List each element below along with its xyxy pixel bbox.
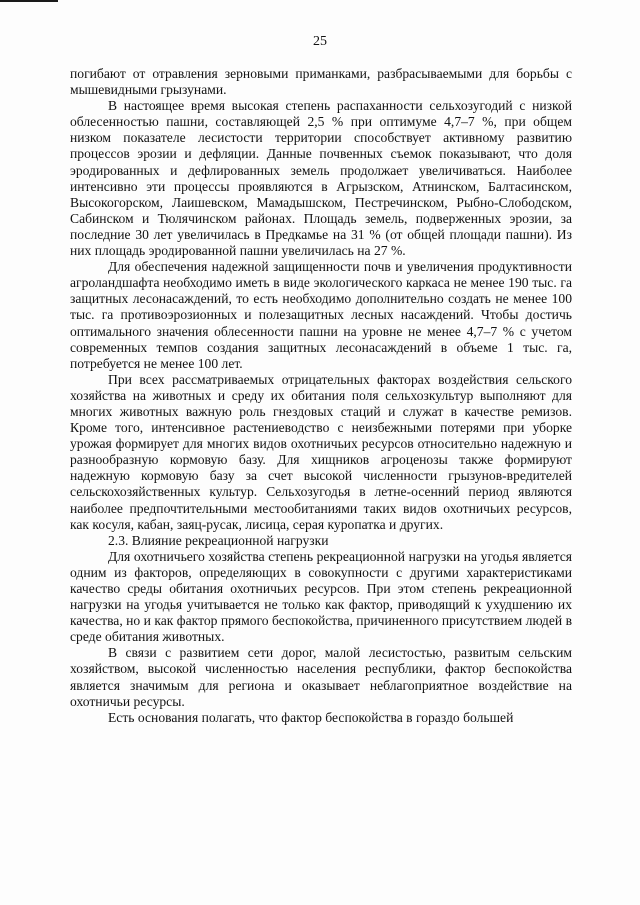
paragraph-disturbance-factor: В связи с развитием сети дорог, малой лесистостью, развитым сельским хозяйством, высокой численностью населения республики, фактор беспокойства является значимым для региона и оказывает неблагоприятное воздействие на охотничьи ресурсы. <box>70 645 572 709</box>
document-body <box>70 66 572 726</box>
paragraph-recreational-load: Для охотничьего хозяйства степень рекреационной нагрузки на угодья является одним из факторов, определяющих в совокупности с другими характеристиками качество среды обитания охотничьих ресурсов. При этом степень рекреационной нагрузки на угодья учитывается не только как фактор, приводящий к ухудшению их качества, но и как фактор прямого беспокойства, причиненного присутствием людей в среде обитания животных. <box>70 548 572 645</box>
section-heading: 2.3. Влияние рекреационной нагрузки <box>108 532 329 548</box>
paragraph-continuation: погибают от отравления зерновыми приманками, разбрасываемыми для борьбы с мышевидными грызунами. <box>70 66 572 98</box>
paragraph-forest-plantings: Для обеспечения надежной защищенности почв и увеличения продуктивности агроландшафта необходимо иметь в виде экологического каркаса не менее 190 тыс. га защитных лесонасаждений, то есть необходимо дополнительно создать не менее 100 тыс. га противоэрозионных и полезащитных лесных насаждений. Чтобы достичь оптимального значения облесенности пашни на уровне не менее 4,7–7 % с учетом современных темпов создания защитных лесонасаждений в объеме 1 тыс. га, потребуется не менее 100 лет. <box>70 259 572 371</box>
paragraph-last-line: Есть основания полагать, что фактор беспокойства в гораздо большей <box>108 709 514 725</box>
scan-edge-mark <box>0 0 58 2</box>
paragraph-agricultural-habitats: При всех рассматриваемых отрицательных факторах воздействия сельского хозяйства на животных и среду их обитания поля сельхозкультур выполняют для многих животных важную роль гнездовых стаций и служат в качестве ремизов. Кроме того, интенсивное растениеводство с неизбежными потерями при уборке урожая формирует для многих видов охотничьих ресурсов относительно надежную и разнообразную кормовую базу. Для хищников агроценозы также формируют надежную кормовую базу за счет высокой численности грызунов-вредителей сельскохозяйственных культур. Сельхозугодья в летне-осенний период являются наиболее предпочтительными местообитаниями таких видов охотничьих ресурсов, как косуля, кабан, заяц-русак, лисица, серая куропатка и других. <box>70 371 572 532</box>
paragraph-soil-erosion: В настоящее время высокая степень распаханности сельхозугодий с низкой облесенностью пашни, составляющей 2,5 % при оптимуме 4,7–7 %, при общем низком показателе лесистости территории способствует активному развитию процессов эрозии и дефляции. Данные почвенных съемок показывают, что доля эродированных и дефлированных земель продолжает увеличиваться. Наиболее интенсивно эти процессы проявляются в Агрызском, Атнинском, Балтасинском, Высокогорском, Лаишевском, Мамадышском, Пестречинском, Рыбно-Слободском, Сабинском и Тюлячинском районах. Площадь земель, подверженных эрозии, за последние 30 лет увеличилась в Предкамье на 31 % (от общей площади пашни). Из них площадь эродированной пашни увеличилась на 27 %. <box>70 98 572 259</box>
page-number: 25 <box>313 34 327 49</box>
